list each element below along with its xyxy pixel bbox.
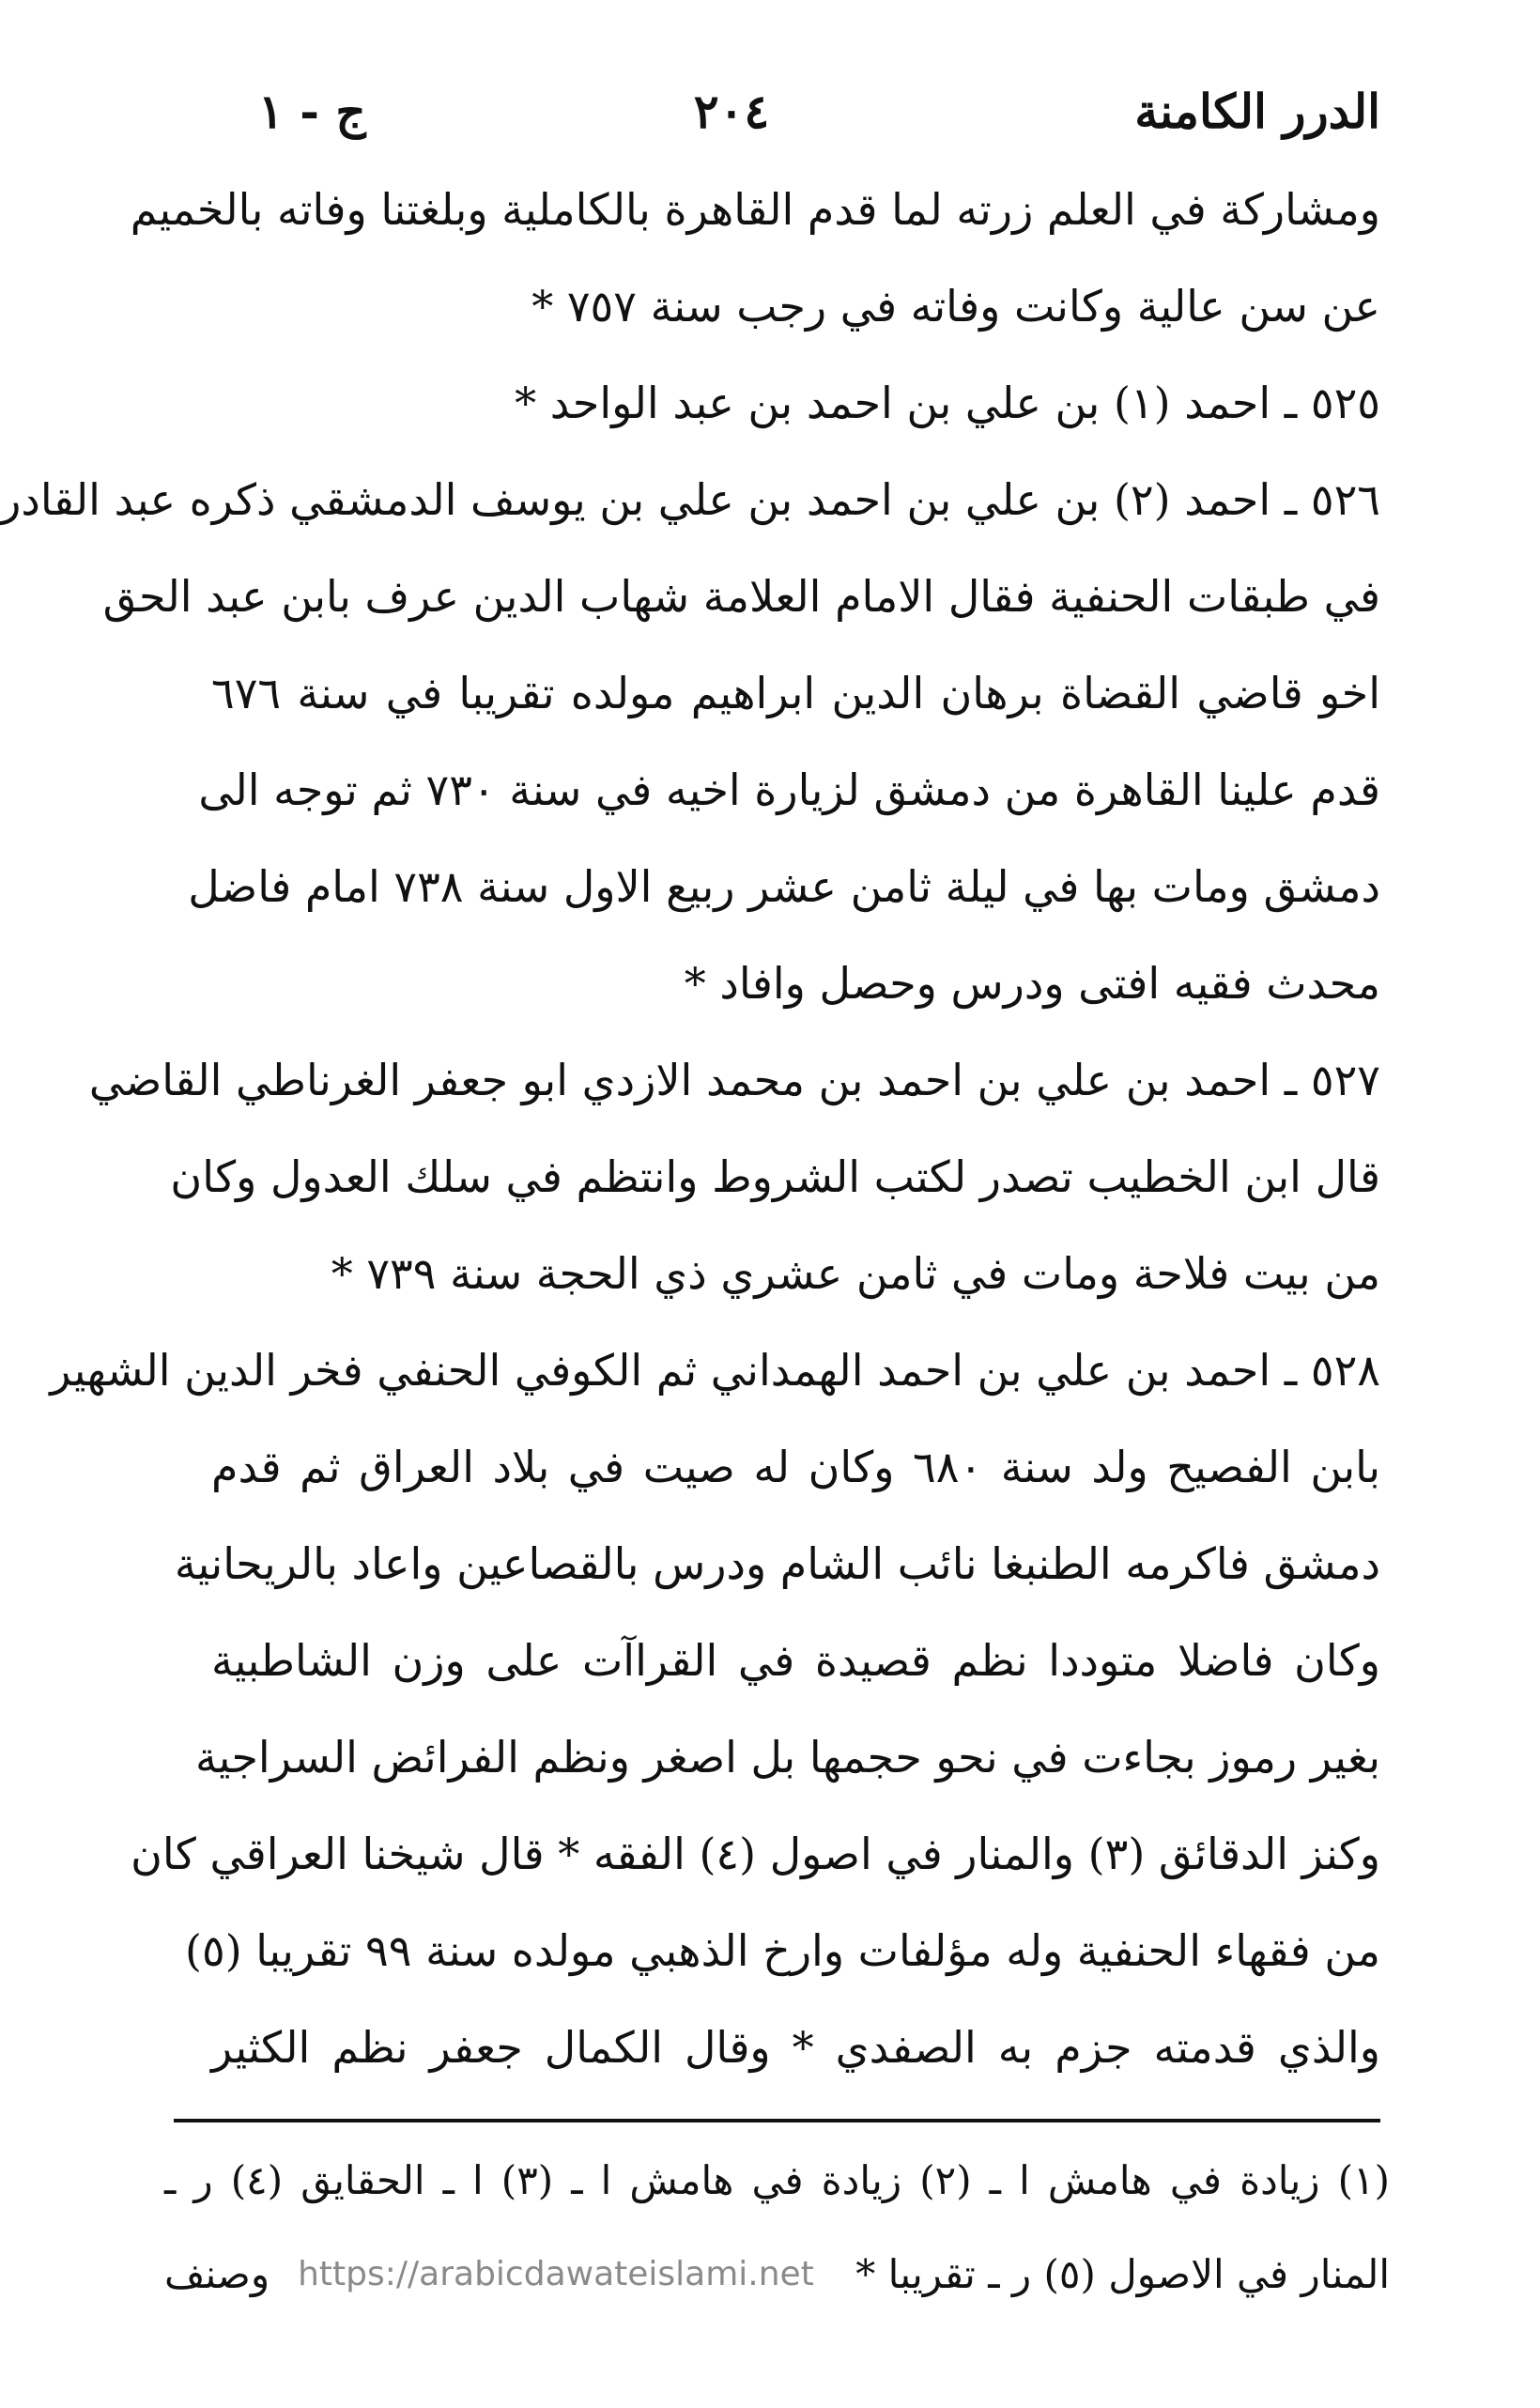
page-number: ٢٠٤ [693, 83, 770, 139]
catchword: وصنف [164, 2251, 270, 2297]
text-line: بابن الفصيح ولد سنة ٦٨٠ وكان له صيت في بلاد العراق ثم قدم [211, 1442, 1381, 1492]
running-header [258, 73, 1380, 148]
entry-525-line: ٥٢٥ ـ احمد (١) بن علي بن احمد بن عبد الواحد * [515, 378, 1380, 428]
text-line: والذي قدمته جزم به الصفدي * وقال الكمال جعفر نظم الكثير [211, 2022, 1380, 2073]
text-line: من فقهاء الحنفية وله مؤلفات وارخ الذهبي مولده سنة ٩٩ تقريبا (٥) [185, 1925, 1380, 1976]
footnote-line: المنار في الاصول (٥) ر ـ تقريبا * [855, 2251, 1390, 2297]
text-line: قدم علينا القاهرة من دمشق لزيارة اخيه في سنة ٧٣٠ ثم توجه الى [198, 764, 1380, 815]
text-line: بغير رموز بجاءت في نحو حجمها بل اصغر ونظم الفرائض السراجية [194, 1732, 1380, 1783]
text-line: دمشق فاكرمه الطنبغا نائب الشام ودرس بالقصاعين واعاد بالريحانية [174, 1538, 1380, 1589]
footnote-line: (١) زيادة في هامش ا ـ (٢) زيادة في هامش ا ـ (٣) ا ـ الحقايق (٤) ر ـ [164, 2157, 1390, 2203]
text-line: في طبقات الحنفية فقال الامام العلامة شهاب الدين عرف بابن عبد الحق [102, 571, 1380, 622]
entry-526-line: ٥٢٦ ـ احمد (٢) بن علي بن احمد بن علي بن يوسف الدمشقي ذكره عبد القادر [0, 474, 1380, 525]
text-line: قال ابن الخطيب تصدر لكتب الشروط وانتظم في سلك العدول وكان [170, 1151, 1380, 1202]
text-line: عن سن عالية وكانت وفاته في رجب سنة ٧٥٧ * [531, 281, 1380, 332]
text-line: دمشق ومات بها في ليلة ثامن عشر ربيع الاول سنة ٧٣٨ امام فاضل [188, 861, 1380, 912]
entry-527-line: ٥٢٧ ـ احمد بن علي بن احمد بن محمد الازدي ابو جعفر الغرناطي القاضي [88, 1055, 1380, 1105]
text-line: محدث فقيه افتى ودرس وحصل وافاد * [684, 958, 1380, 1009]
footnote-divider [174, 2119, 1380, 2122]
text-line: ومشاركة في العلم زرته لما قدم القاهرة بالكاملية وبلغتنا وفاته بالخميم [130, 184, 1380, 235]
book-title: الدرر الكامنة [1134, 83, 1380, 139]
text-line: اخو قاضي القضاة برهان الدين ابراهيم مولده تقريبا في سنة ٦٧٦ [211, 668, 1380, 718]
entry-528-line: ٥٢٨ ـ احمد بن علي بن احمد الهمداني ثم الكوفي الحنفي فخر الدين الشهير [50, 1345, 1380, 1396]
footnotes [164, 2134, 1390, 2322]
footer-left-group [164, 2228, 814, 2322]
body-text [0, 162, 1381, 2096]
watermark-url: https://arabicdawateislami.net [298, 2255, 814, 2293]
text-line: وكنز الدقائق (٣) والمنار في اصول (٤) الفقه * قال شيخنا العراقي كان [131, 1829, 1380, 1879]
text-line: وكان فاضلا متوددا نظم قصيدة في القراآت على وزن الشاطبية [211, 1635, 1380, 1686]
volume-label: ج - ١ [258, 83, 366, 139]
text-line: من بيت فلاحة ومات في ثامن عشري ذي الحجة سنة ٧٣٩ * [331, 1248, 1380, 1299]
footnote-line-with-catchword [164, 2228, 1390, 2322]
